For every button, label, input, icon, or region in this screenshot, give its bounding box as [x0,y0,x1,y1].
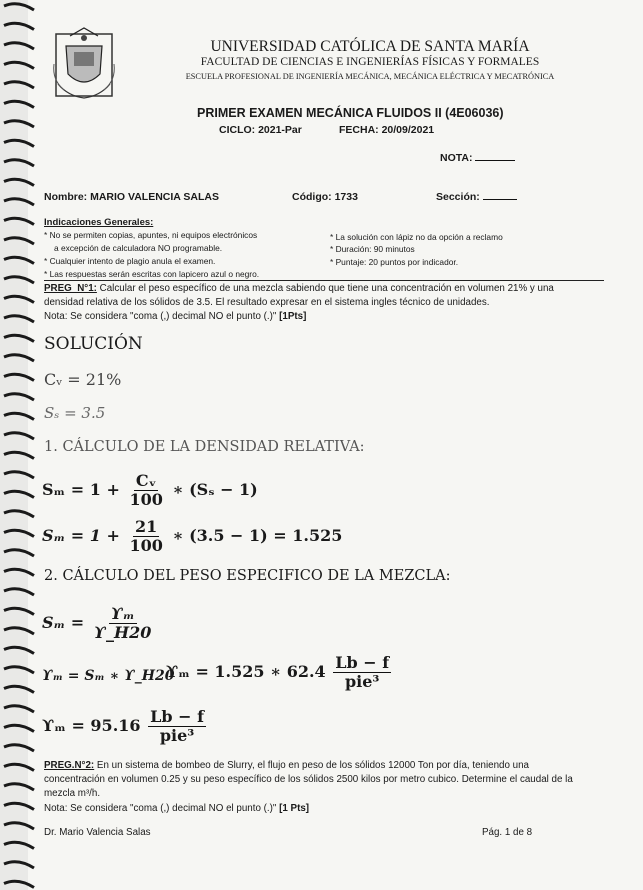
spiral-coil [4,803,34,809]
eq-fraction [127,472,164,509]
faculty-name: FACULTAD DE CIENCIAS E INGENIERÍAS FÍSICAS Y FORMALES [200,56,540,68]
spiral-coil [4,764,34,770]
spiral-coil [4,257,34,263]
spiral-coil [4,62,34,68]
question-2-text: mezcla m³/h. [44,788,101,799]
fraction-num: 21 [135,517,158,536]
school-name: ESCUELA PROFESIONAL DE INGENIERÍA MECÁNICA, MECÁNICA ELÉCTRICA Y MECATRÓNICA [185,72,555,81]
given-cv: Cᵥ = 21% [44,370,122,389]
equation-sm-ratio [42,605,155,642]
eq-fraction [333,654,391,691]
spiral-coil [4,608,34,614]
fraction-num: Cᵥ [135,471,157,490]
spiral-coil [4,881,34,887]
spiral-coil [4,140,34,146]
question-2-label: PREG.N°2: [44,760,95,771]
fraction-num: Lb − f [150,707,204,726]
eq-rhs: ∗ (3.5 − 1) = 1.525 [172,525,343,545]
question-2-note [44,803,309,814]
fraction-num: ϒₘ [110,604,135,623]
spiral-coil [4,667,34,673]
fraction-den: pie³ [159,725,195,745]
question-1-note [44,311,306,322]
spiral-coil [4,784,34,790]
spiral-coil [4,647,34,653]
spiral-coil [4,452,34,458]
exam-cycle: CICLO: 2021-Par [219,124,302,136]
spiral-coil [4,101,34,107]
spiral-coil [4,199,34,205]
eq-lhs: Sₘ = [42,612,85,632]
spiral-coil [4,179,34,185]
eq-lhs: Sₘ = 1 + [42,479,120,499]
fraction-den: 100 [129,489,163,509]
grade-field [440,152,515,164]
fraction-den: pie³ [344,671,380,691]
spiral-coil [4,842,34,848]
spiral-coil [4,472,34,478]
spiral-coil [4,23,34,29]
instruction-item: * Las respuestas serán escritas con lapicero azul o negro. [44,269,260,279]
university-name: UNIVERSIDAD CATÓLICA DE SANTA MARÍA [210,38,530,55]
section-label: Sección: [436,191,480,203]
section-blank [483,199,517,200]
spiral-coil [4,569,34,575]
spiral-coil [4,413,34,419]
instruction-item: * La solución con lápiz no da opción a reclamo [330,232,503,242]
equation-sm-value [42,518,342,555]
footer-author: Dr. Mario Valencia Salas [44,827,151,838]
spiral-coil [4,335,34,341]
instructions-title: Indicaciones Generales: [44,217,154,228]
fraction-den: 100 [129,535,163,555]
note-text: Nota: Se considera "coma (,) decimal NO el punto (.)" [44,311,277,322]
grade-blank [475,160,515,161]
instruction-item: * Cualquier intento de plagio anula el examen. [44,256,216,266]
step-1-heading: 1. CÁLCULO DE LA DENSIDAD RELATIVA: [44,439,365,455]
eq-rhs: ∗ (Sₛ − 1) [172,479,258,499]
given-ss: Sₛ = 3.5 [44,404,106,422]
spiral-coil [4,277,34,283]
spiral-coil [4,628,34,634]
equation-gamma-m: ϒₘ = Sₘ ∗ ϒ_H20 [42,668,175,684]
points-badge: [1Pts] [279,311,307,322]
equation-sm-general [42,472,258,509]
instruction-item: a excepción de calculadora NO programable. [54,243,223,253]
question-1-text: densidad relativa de los sólidos de 3.5. El resultado expresar en el sistema ingles técnico de unidades. [44,297,490,308]
spiral-coil [4,589,34,595]
student-name: Nombre: MARIO VALENCIA SALAS [44,191,220,203]
spiral-coil [4,296,34,302]
section-field [436,191,517,203]
exam-date: FECHA: 20/09/2021 [339,124,435,136]
eq-lhs: ϒₘ = 1.525 ∗ 62.4 [166,661,326,681]
instruction-item: * No se permiten copias, apuntes, ni equipos electrónicos [44,230,258,240]
spiral-coil [4,745,34,751]
spiral-coil [4,238,34,244]
spiral-coil [4,4,34,10]
instruction-item: * Duración: 90 minutos [330,244,415,254]
spiral-coil [4,121,34,127]
eq-fraction [127,518,164,555]
spiral-binding [0,0,40,890]
spiral-coil [4,530,34,536]
spiral-coil [4,550,34,556]
points-badge: [1 Pts] [279,803,310,814]
spiral-coil [4,511,34,517]
student-code: Código: 1733 [292,191,358,203]
page-number: Pág. 1 de 8 [482,827,533,838]
question-2-line [44,760,529,771]
question-1-line [44,283,554,294]
spiral-coil [4,686,34,692]
grade-label: NOTA: [440,152,473,164]
spiral-coil [4,218,34,224]
spiral-coil [4,82,34,88]
divider [44,280,604,281]
eq-lhs: ϒₘ = 95.16 [42,715,141,735]
spiral-coil [4,43,34,49]
question-2-text: concentración en volumen 0.25 y su peso específico de los sólidos 2500 kilos por metro cubico. Determine el caudal de la [44,774,573,785]
fraction-den: ϒ_H20 [93,622,152,642]
spiral-coil [4,725,34,731]
eq-fraction [92,605,154,642]
exam-title: PRIMER EXAMEN MECÁNICA FLUIDOS II (4E06036) [197,106,504,120]
fraction-num: Lb − f [335,653,390,672]
spiral-coil [4,433,34,439]
note-text: Nota: Se considera "coma (,) decimal NO el punto (.)" [44,803,277,814]
spiral-coil [4,823,34,829]
equation-result [42,708,208,745]
instruction-item: * Puntaje: 20 puntos por indicador. [330,257,459,267]
spiral-coil [4,160,34,166]
spiral-coil [4,491,34,497]
spiral-coil [4,862,34,868]
spiral-coil [4,374,34,380]
spiral-coil [4,355,34,361]
eq-lhs: Sₘ = 1 + [42,525,120,545]
spiral-coil [4,316,34,322]
step-2-heading: 2. CÁLCULO DEL PESO ESPECIFICO DE LA MEZCLA: [44,568,451,584]
solution-title: SOLUCIÓN [44,334,143,354]
eq-fraction [148,708,206,745]
spiral-coil [4,394,34,400]
question-2-text: En un sistema de bombeo de Slurry, el flujo en peso de los sólidos 12000 Ton por día, teniendo una [94,760,530,771]
question-1-text: Calcular el peso específico de una mezcla sabiendo que tiene una concentración en volumen 21% y una [96,283,554,294]
spiral-coil [4,706,34,712]
question-1-label: PREG_N°1: [44,283,97,294]
equation-gamma-m-value [166,654,393,691]
